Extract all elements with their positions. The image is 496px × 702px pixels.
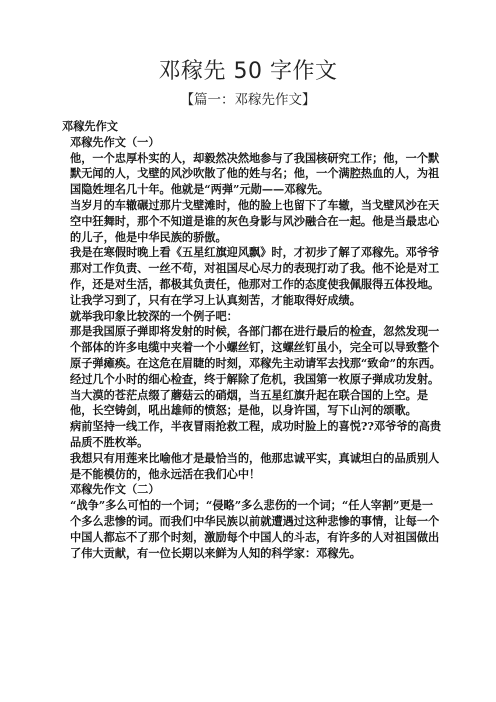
paragraph: 病前坚持一线工作，半夜冒雨抢救工程，成功时脸上的喜悦??邓爷爷的高贵品质不胜枚举。 xyxy=(70,419,442,449)
paragraph: 当大漠的苍茫点缀了蘑菇云的硝烟，当五星红旗升起在联合国的上空。是他，长空铸剑，吼出雄师的愤怒；是他，以身许国，写下山河的颂歌。 xyxy=(70,387,429,418)
paragraph: 邓稼先作文（一） xyxy=(70,134,160,149)
document-subtitle: 【篇一：邓稼先作文】 xyxy=(180,92,316,108)
document-title: 邓稼先 50 字作文 xyxy=(158,59,338,84)
paragraph: 我想只有用莲来比喻他才是最恰当的，他那忠诚平实，真诚坦白的品质别人是不能模仿的，他永远活在我们心中！ xyxy=(70,450,440,481)
paragraph: “战争”多么可怕的一个词；“侵略”多么悲伤的一个词；“任人宰割”更是一个多么悲惨的词。而我们中华民族以前就遭遇过这种悲惨的事情，让每一个中国人都忘不了那个时刻，激励每个中国人的斗志，有许多的人对祖国做出了伟大贡献，有一位长期以来鲜为人知的科学家：邓稼先。 xyxy=(70,498,440,560)
paragraph: 那是我国原子弹即将发射的时候，各部门都在进行最后的检查，忽然发现一个部体的许多电缆中夹着一个小螺丝钉，这螺丝钉虽小，完全可以导致整个原子弹瘫痪。在这危在眉睫的时刻，邓稼先主动请军去找那“致命”的东西。经过几个小时的细心检查，终于解除了危机，我国第一枚原子弹成功发射。 xyxy=(70,324,441,386)
paragraph: 邓稼先作文（二） xyxy=(70,482,160,497)
paragraph: 我是在寒假时晚上看《五星红旗迎风飘》时，才初步了解了邓稼先。邓爷爷那对工作负责、一丝不苟，对祖国尽心尽力的表现打动了我。他不论是对工作，还是对生活，都极其负责任，他那对工作的态度使我佩服得五体投地。让我学习到了，只有在学习上认真刻苦，才能取得好成绩。 xyxy=(70,245,440,307)
document-body xyxy=(62,119,442,561)
paragraph: 就举我印象比较深的一个例子吧： xyxy=(70,308,238,323)
paragraph: 他，一个忠厚朴实的人，却毅然决然地参与了我国核研究工作；他，一个默默无闻的人，戈壁的风沙吹散了他的姓与名；他，一个满腔热血的人，为祖国隐姓埋名几十年。他就是“两弹”元勋——邓稼先。 xyxy=(70,150,440,197)
paragraph: 当岁月的车辙碾过那片戈壁滩时，他的脸上也留下了车辙，当戈壁风沙在天空中狂舞时，那个不知道是谁的灰色身影与风沙融合在一起。他是当最忠心的儿子，他是中华民族的骄傲。 xyxy=(70,197,440,244)
paragraph: 邓稼先作文 xyxy=(62,119,118,133)
